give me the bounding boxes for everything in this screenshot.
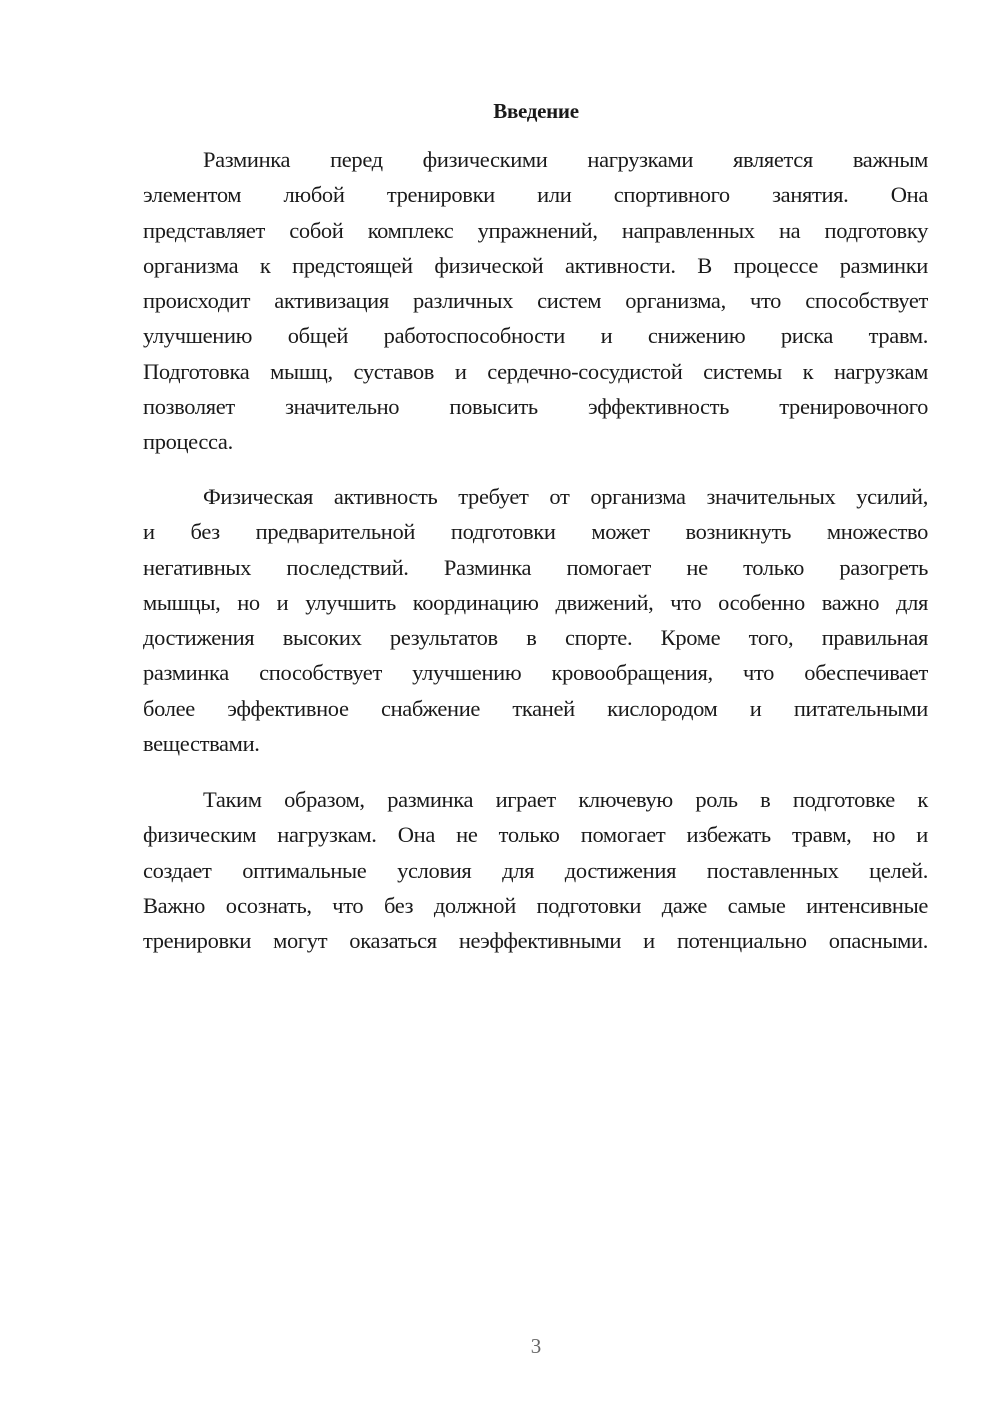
paragraph-line: Таким образом, разминка играет ключевую роль в подготовке к [203,787,928,812]
paragraph-line: достижения высоких результатов в спорте. Кроме того, правильная [143,625,928,651]
paragraph-line: элементом любой тренировки или спортивного занятия. Она [143,182,928,208]
paragraph-line: происходит активизация различных систем организма, что способствует [143,288,928,314]
paragraph-line: веществами. [143,731,260,757]
section-heading: Введение [493,99,579,123]
paragraph-line: Физическая активность требует от организма значительных усилий, [203,484,928,509]
paragraph-1 [143,142,928,460]
paragraph-line: Важно осознать, что без должной подготовки даже самые интенсивные [143,892,928,918]
paragraph-line: улучшению общей работоспособности и снижению риска травм. [143,323,928,349]
paragraph-line: позволяет значительно повысить эффективность тренировочного [143,394,928,420]
paragraph-line: представляет собой комплекс упражнений, направленных на подготовку [143,217,928,243]
paragraph-line: процесса. [143,429,233,455]
paragraph-line: создает оптимальные условия для достижения поставленных целей. [143,857,928,883]
paragraph-line: разминка способствует улучшению кровообращения, что обеспечивает [143,660,928,686]
paragraph-2 [143,479,928,761]
paragraph-line: организма к предстоящей физической активности. В процессе разминки [143,252,928,278]
paragraph-line: и без предварительной подготовки может возникнуть множество [143,519,928,545]
paragraph-line: Разминка перед физическими нагрузками является важным [203,147,928,172]
paragraph-line: мышцы, но и улучшить координацию движений, что особенно важно для [143,589,928,615]
paragraph-line: физическим нагрузкам. Она не только помогает избежать травм, но и [143,822,928,848]
paragraph-line: тренировки могут оказаться неэффективными и потенциально опасными. [143,928,928,954]
paragraph-line: Подготовка мышц, суставов и сердечно-сосудистой системы к нагрузкам [143,358,928,384]
paragraph-3 [143,782,928,958]
paragraph-line: негативных последствий. Разминка помогает не только разогреть [143,554,928,580]
paragraph-line: более эффективное снабжение тканей кислородом и питательными [143,695,928,721]
page-number: 3 [530,1334,542,1358]
